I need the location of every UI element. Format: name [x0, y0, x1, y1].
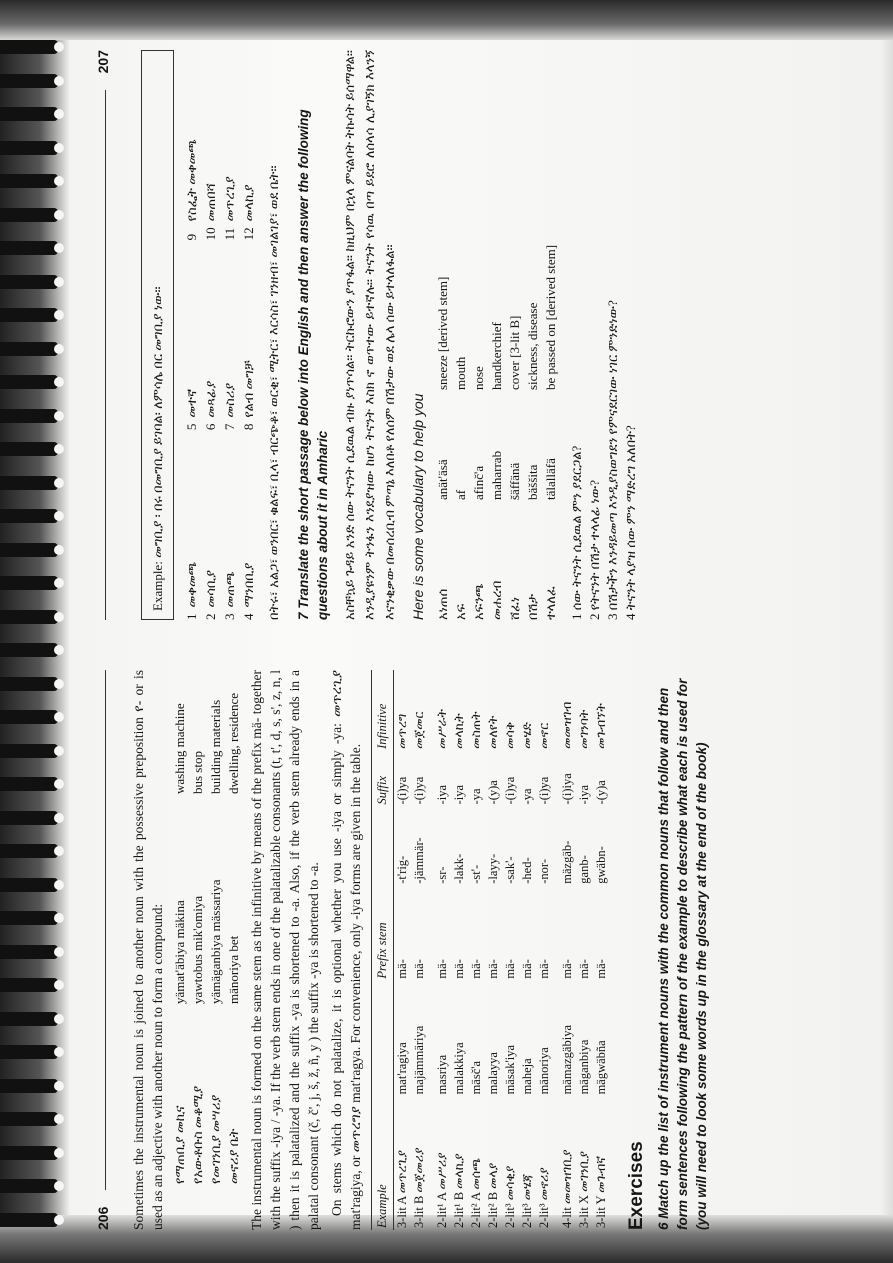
vocab-cell: tälalläfä — [543, 458, 558, 500]
exercise-7-instructions: 7 Translate the short passage below into English and then answer the following questions about it in Amharic — [296, 109, 330, 620]
word-list-cell: 12 — [241, 227, 256, 241]
table-row — [468, 670, 485, 1230]
table-cell: mäzgäb- — [560, 840, 574, 884]
spiral-ring — [0, 844, 58, 858]
table-cell: 3-lit A መጥረጊያ — [395, 1149, 409, 1228]
word-list-cell: መሳቢያ — [203, 570, 218, 608]
common-noun-list: በትሩ፣ አልጋ፣ ወንበር፣ ቁልፍ፣ ቢላ፣ ብርጭቆ፣ ወርቂ፣ ሚትር፣ እርሳስ፣ ገንዘብ፣ መገልገያ፣ ወደ ቤት። — [266, 165, 281, 620]
vocab-cell: afinč'a — [471, 465, 486, 500]
table-cell: -(i)ya — [503, 776, 517, 805]
book-spread — [95, 40, 875, 1230]
table-cell: mä- — [520, 959, 534, 979]
table-cell: mägwäbña — [594, 1040, 608, 1095]
explanation-paragraph-1: The instrumental noun is formed on the same stem as the infinitive by means of the prefix mä- together with the suffix -iya / -ya. If the verb stem ends in one of the palatalizable consonants (t, t', d, s, s', z, n, l ) then it is palatalized and the suffix -ya is shortened to -a. Also, if the verb stem already ends in a palatal consonant (č, č', j, š, ž, ñ, y ) the suffix -ya is shortened to -a. — [249, 670, 321, 1230]
vocab-cell: አነጠሰ — [435, 588, 450, 620]
compound-examples — [171, 670, 243, 1184]
word-list-cell: 6 — [203, 423, 218, 431]
spiral-ring — [0, 442, 58, 456]
table-cell: malakkiya — [452, 1042, 466, 1095]
spiral-ring — [0, 208, 58, 222]
table-cell: malayya — [486, 1052, 500, 1095]
table-row — [576, 670, 593, 1230]
table-header: Suffix — [372, 751, 394, 807]
example-box: Example: መግቢያ ፡ በሩ በመግቢያ ይገባል፡ ለምሳሌ በር መግቢያ ነው። — [141, 50, 174, 620]
question-item: 1 ሰው ትናንት ሲደዉል ምን ያደርጋል? — [569, 445, 584, 620]
table-cell: 2-lit³ መሄጃ — [520, 1173, 534, 1228]
compound-cell: የመገንቢያ መሣሪያ — [208, 1094, 223, 1184]
table-row — [553, 670, 576, 1230]
table-cell: -iya — [435, 785, 449, 805]
vocab-cell: af — [453, 489, 468, 500]
table-cell: 3-lit X መገንቢያ — [577, 1150, 591, 1228]
table-cell: -t'rig- — [395, 855, 409, 884]
spiral-ring — [0, 342, 58, 356]
compound-cell: yämäganbiya mässariya — [208, 879, 223, 1004]
word-list-cell: 1 — [184, 613, 199, 620]
vocab-cell: nose — [471, 366, 486, 390]
vocabulary-heading: Here is some vocabulary to help you — [410, 393, 426, 620]
table-cell: mä- — [537, 959, 551, 979]
table-cell: -(i)iya — [560, 773, 574, 805]
spiral-ring — [0, 1179, 58, 1193]
compound-cell: washing machine — [172, 703, 187, 794]
table-header: Prefix stem — [372, 886, 394, 981]
vocab-cell: ሸፈነ — [507, 596, 522, 620]
word-list-cell: 3 — [222, 613, 237, 620]
table-cell: -(y)a — [594, 780, 608, 805]
table-cell: gwäbn- — [594, 846, 608, 884]
table-row — [485, 670, 502, 1230]
word-list-cell: ማንበቢያ — [241, 562, 256, 608]
compound-cell: building materials — [208, 699, 223, 794]
amharic-passage: አስቸኳይ ጉዳይ አንድ ሰው ትናንት ሲደዉል ብዙ ያነጥሳል። ትርኩሮውን ያጥፋል። ከዚህም በኋላ ምናልባት ትኩሳት ይሰማዋል። እንዲያዩንም ትንፋን እንደያዝው ከሆነ ትናንት እስክ ኖ ወጥተው ይተኛሉ። ትናንት የሳዉ በጣ ይደሮ ለሰላሳ ሊያገኝክ እላንኝ እናንቂቃው በመሰረቢብ ምጣኔ እለበቶ የለሰም በሽታው ወደ ሌላ ሰው ይተላለፋል። — [342, 50, 397, 620]
spiral-ring — [0, 1112, 58, 1126]
header-rule-right — [105, 90, 106, 620]
table-cell: mä- — [412, 959, 426, 979]
question-item: 2 የትናንት በሽታ ተላላፊ ነው? — [587, 480, 602, 620]
table-cell: -sr- — [435, 866, 449, 884]
vocab-cell: ተላለፈ — [543, 586, 558, 620]
compound-cell: የአውቶቡስ መቆሚያ — [190, 1085, 205, 1184]
table-cell: 2-lit³ መኖሪያ — [537, 1167, 551, 1228]
spiral-ring — [0, 811, 58, 825]
table-cell: -st'- — [469, 864, 483, 884]
word-list-cell: 7 — [222, 423, 237, 431]
spiral-ring — [0, 409, 58, 423]
spiral-ring — [0, 978, 58, 992]
word-list-cell: መስሪያ — [222, 382, 237, 418]
table-cell: መለየት — [486, 715, 500, 749]
table-row — [536, 670, 553, 1230]
vocab-cell: be passed on [derived stem] — [543, 244, 558, 390]
table-cell: mä- — [560, 959, 574, 979]
vocab-cell: anät'äsä — [435, 459, 450, 500]
spiral-ring — [0, 476, 58, 490]
table-cell: 2-lit¹ A መሥሪያ — [435, 1152, 449, 1228]
table-header: Infinitive — [372, 670, 394, 751]
word-list-cell: 8 — [241, 423, 256, 431]
vocab-cell: sneeze [derived stem] — [435, 276, 450, 390]
word-list-cell: 9 — [184, 233, 199, 241]
vocab-cell: bäššita — [525, 464, 540, 500]
table-cell: mäsak'iya — [503, 1044, 517, 1095]
instrumental-noun-table — [371, 670, 610, 1230]
exercises-heading: Exercises — [626, 1141, 647, 1230]
word-list-cell: መቀመጫ — [184, 561, 199, 608]
spiral-ring — [0, 744, 58, 758]
spiral-ring — [0, 677, 58, 691]
spiral-ring — [0, 174, 58, 188]
table-row — [519, 670, 536, 1230]
table-cell: mä- — [594, 959, 608, 979]
table-row — [502, 670, 519, 1230]
spiral-ring — [0, 878, 58, 892]
vocab-cell: cover [3-lit B] — [507, 315, 522, 390]
table-cell: maheja — [520, 1058, 534, 1095]
table-cell: -lakk- — [452, 853, 466, 884]
table-row — [411, 670, 428, 1230]
spiral-ring — [0, 576, 58, 590]
table-cell: mä- — [395, 959, 409, 979]
compound-cell: yämat'äbiya mäkina — [172, 900, 187, 1004]
table-row — [428, 670, 451, 1230]
word-list-cell: መጠጫ — [222, 571, 237, 608]
table-cell: mä- — [452, 959, 466, 979]
spiral-ring — [0, 710, 58, 724]
word-list-cell: መጠበሻ — [203, 183, 218, 222]
instrument-word-list — [182, 50, 258, 620]
table-cell: መላኪት — [452, 713, 466, 749]
word-list-cell: የልብ መግቻ — [241, 360, 256, 418]
table-cell: -(i)ya — [412, 776, 426, 805]
table-cell: መጉብኘት — [594, 703, 608, 749]
compound-cell: mänoriya bet — [226, 935, 241, 1004]
right-page — [115, 50, 640, 620]
table-cell: majämmäriya — [412, 1025, 426, 1095]
spiral-ring — [0, 543, 58, 557]
spiral-ring — [0, 911, 58, 925]
vocab-cell: handkerchief — [489, 322, 504, 390]
table-cell: -(y)a — [486, 780, 500, 805]
table-cell: መኖር — [537, 722, 551, 749]
table-cell: መሄድ — [520, 722, 534, 749]
table-cell: mat'ragiya — [395, 1042, 409, 1095]
word-list-cell: 11 — [222, 227, 237, 241]
question-item: 3 በሽታችን እንዳይመጣ እንዲያስወግደን የምናደርገው ነገር ምንድነው? — [605, 300, 620, 620]
table-cell: መጥረግ — [395, 713, 409, 749]
table-cell: -ya — [469, 788, 483, 805]
table-cell: 2-lit² A መሰጫ — [469, 1157, 483, 1228]
word-list-cell: 10 — [203, 227, 218, 241]
table-cell: መጀመር — [412, 711, 426, 749]
vocab-cell: በሽታ — [525, 594, 540, 620]
word-list-cell: መላኪያ — [241, 184, 256, 222]
table-cell: mämazgäbiya — [560, 1025, 574, 1095]
table-cell: -iya — [577, 785, 591, 805]
word-list-cell: የስፌት መቀመጫ — [184, 139, 199, 222]
spiral-ring — [0, 1213, 58, 1227]
table-cell: መሳቅ — [503, 721, 517, 749]
table-cell: 3-lit B መጀመሪያ — [412, 1147, 426, 1228]
table-cell: 3-lit Y መጉብኛ — [594, 1155, 608, 1228]
table-cell: -ya — [520, 788, 534, 805]
spiral-ring — [0, 241, 58, 255]
vocab-cell: šäffänä — [507, 462, 522, 500]
table-cell: 2-lit¹ B መላኪያ — [452, 1153, 466, 1228]
spiral-ring — [0, 308, 58, 322]
table-row — [394, 670, 412, 1230]
spiral-ring — [0, 777, 58, 791]
table-cell: መሥራት — [435, 709, 449, 749]
spiral-ring — [0, 1045, 58, 1059]
table-cell: -sak'- — [503, 856, 517, 884]
spiral-ring — [0, 610, 58, 624]
spiral-ring — [0, 40, 58, 54]
left-page — [115, 670, 719, 1230]
table-cell: mänoriya — [537, 1047, 551, 1095]
table-header — [372, 981, 394, 1097]
vocab-cell: አፍ — [453, 603, 468, 620]
table-cell: -hed- — [520, 857, 534, 884]
table-cell: -iya — [452, 785, 466, 805]
table-header — [372, 806, 394, 885]
exercise-6-instructions: 6 Match up the list of instrument nouns with the common nouns that follow and then form sentences following the pattern of the example to describe what each is used for (you will need to look some words up in the glossary at the end of the book) — [656, 678, 709, 1230]
vocab-cell: mouth — [453, 356, 468, 390]
compound-cell: bus stop — [190, 751, 205, 794]
spiral-ring — [0, 1146, 58, 1160]
question-list — [568, 50, 640, 620]
table-cell: -layy- — [486, 853, 500, 884]
table-cell: mäganbiya — [577, 1039, 591, 1095]
intro-paragraph: Sometimes the instrumental noun is joined to another noun with the possessive preposition የ- or is used as an adjective with another noun to form a compound: — [131, 670, 165, 1230]
word-list-cell: 5 — [184, 423, 199, 431]
spiral-ring — [0, 141, 58, 155]
table-cell: -nor- — [537, 858, 551, 884]
compound-cell: የማጠቢያ መኪና — [172, 1105, 187, 1184]
table-cell: 2-lit³ መሳቂያ — [503, 1165, 517, 1228]
spiral-ring — [0, 275, 58, 289]
table-cell: ganb- — [577, 855, 591, 884]
table-cell: -(i)ya — [537, 776, 551, 805]
word-list-cell: 4 — [241, 613, 256, 620]
scan-shadow-top — [0, 0, 893, 40]
table-cell: መመዝገብ — [560, 701, 574, 749]
vocabulary-list — [434, 50, 560, 620]
table-cell: masriya — [435, 1054, 449, 1095]
spiral-ring — [0, 107, 58, 121]
vocab-cell: አፍንጫ — [471, 583, 486, 620]
spiral-ring — [0, 509, 58, 523]
explanation-paragraph-2: On stems which do not palatalize, it is optional whether you use -iya or simply -ya: መጥረጊያ mat'ragiya, or መጥረግያ mat'ragya. For convenience, only -iya forms are given in the table. — [329, 670, 363, 1230]
spiral-ring — [0, 1079, 58, 1093]
spiral-ring — [0, 375, 58, 389]
table-cell: mä- — [469, 959, 483, 979]
table-cell: መስጠት — [469, 711, 483, 749]
spiral-ring — [0, 643, 58, 657]
word-list-cell: 2 — [203, 613, 218, 620]
vocab-cell: maharrab — [489, 450, 504, 500]
word-list-cell: መተኛ — [184, 388, 199, 418]
table-cell: መገንባት — [577, 709, 591, 749]
page-number-right: 207 — [95, 50, 111, 74]
table-header: Example — [372, 1096, 394, 1230]
table-row — [593, 670, 610, 1230]
header-rule-left — [105, 670, 106, 1190]
table-cell: mä- — [503, 959, 517, 979]
word-list-cell: መጻፊያ — [203, 380, 218, 418]
spiral-ring — [0, 1012, 58, 1026]
table-cell: mä- — [486, 959, 500, 979]
table-cell: mä- — [435, 959, 449, 979]
vocab-cell: sickness, disease — [525, 302, 540, 390]
compound-cell: yawtobus mik'omiya — [190, 895, 205, 1004]
table-row — [451, 670, 468, 1230]
spiral-ring — [0, 74, 58, 88]
word-list-cell: መጥረጊያ — [222, 176, 237, 222]
table-cell: -jämmär- — [412, 837, 426, 884]
question-item: 4 ትናንት ላያዝ ሰው ምን ማድረግ አለበት? — [623, 425, 638, 620]
table-cell: mä- — [577, 959, 591, 979]
table-cell: 4-lit መመዝገቢያ — [560, 1149, 574, 1228]
vocab-cell: መሐረብ — [489, 580, 504, 620]
table-cell: -(i)ya — [395, 776, 409, 805]
spiral-ring — [0, 945, 58, 959]
compound-cell: dwelling, residence — [226, 692, 241, 794]
table-cell: 2-lit² B መላያ — [486, 1162, 500, 1228]
page-number-left: 206 — [95, 1206, 111, 1230]
table-cell: mäsč'a — [469, 1060, 483, 1095]
compound-cell: መኖሪያ ቤት — [226, 1128, 241, 1184]
